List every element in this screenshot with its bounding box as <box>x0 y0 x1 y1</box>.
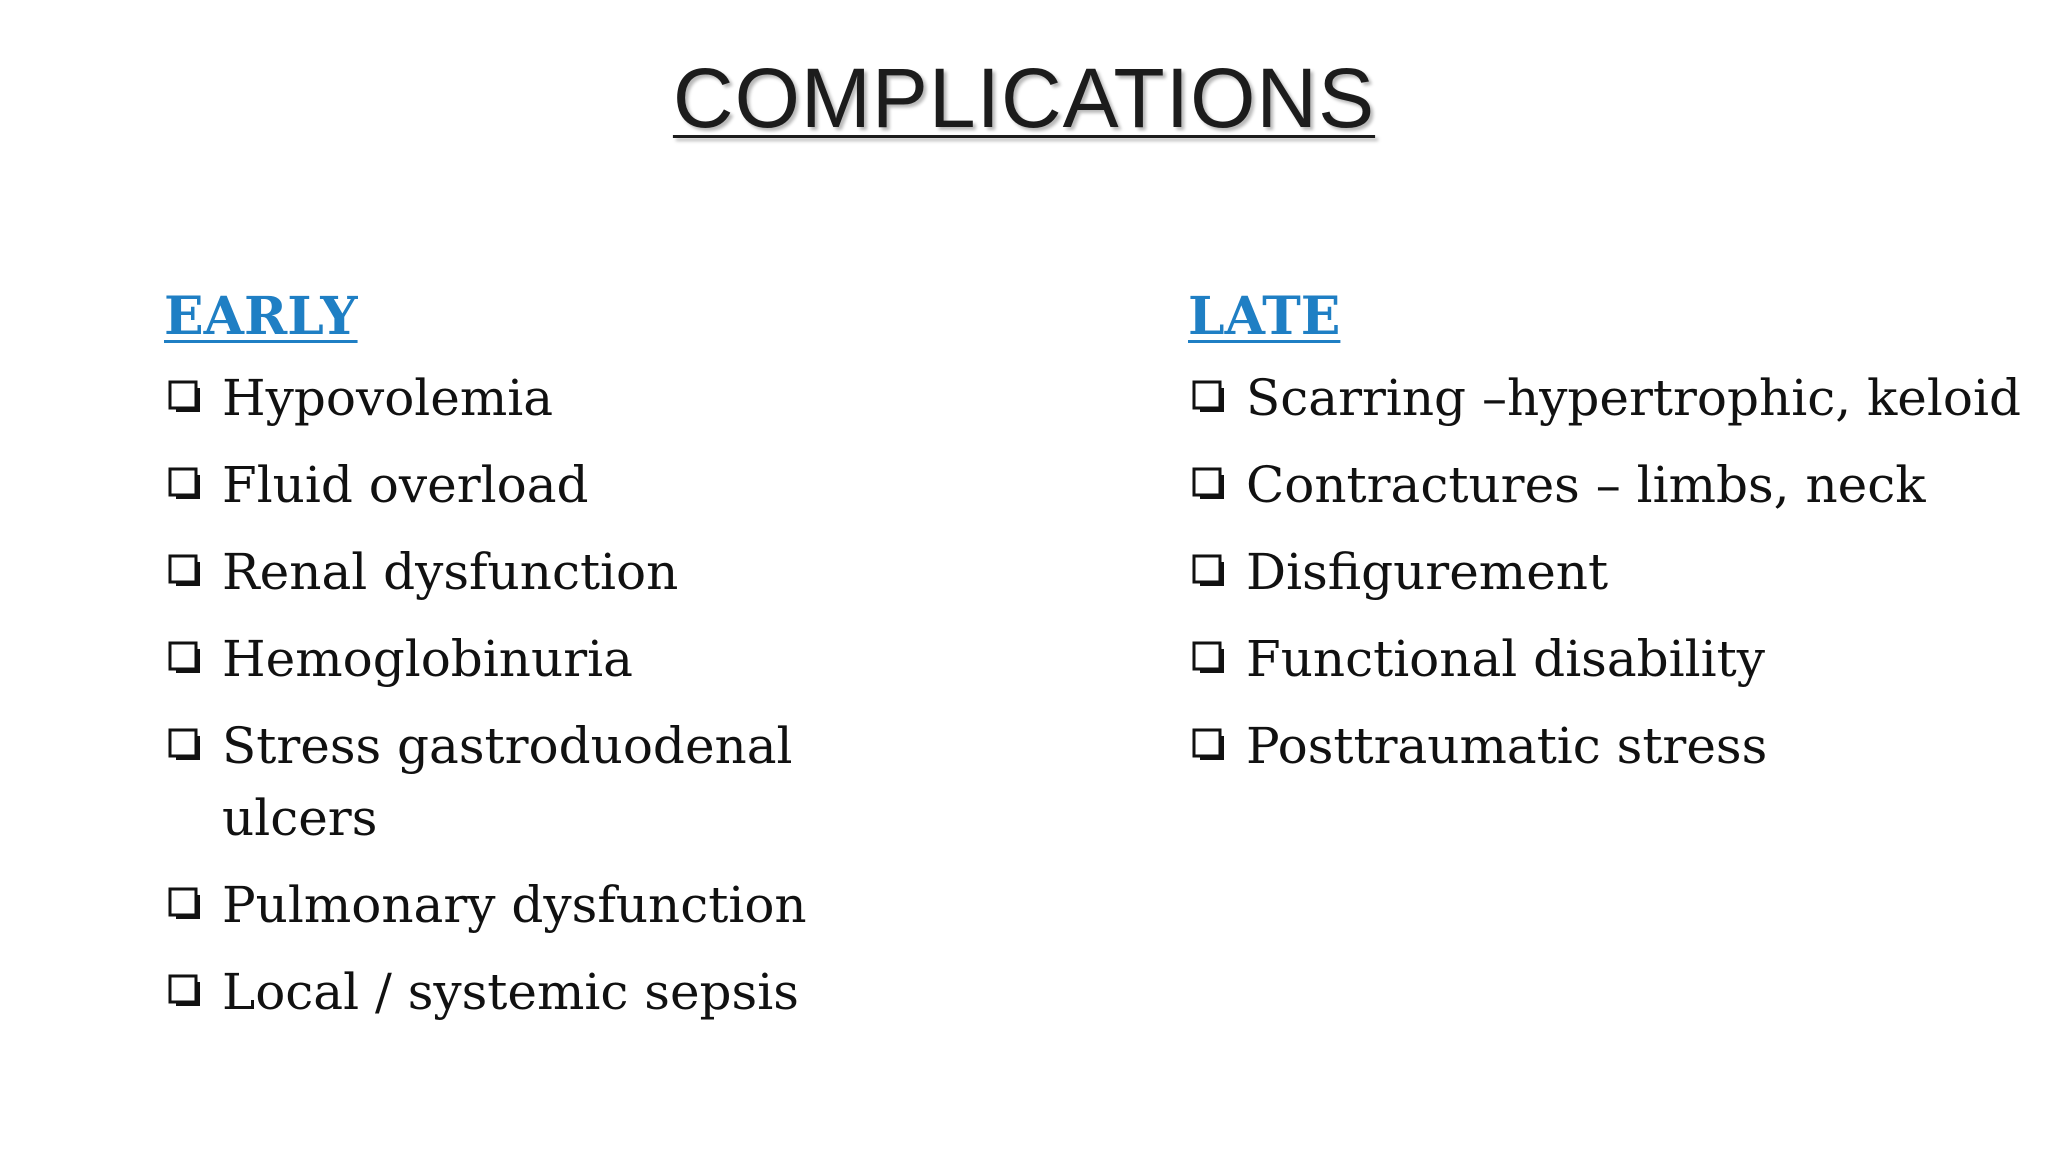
list-item <box>164 710 944 854</box>
checkbox-square-icon <box>1192 467 1226 501</box>
list-item <box>1188 710 2028 782</box>
checkbox-square-icon <box>168 887 202 921</box>
list-item <box>1188 536 2028 608</box>
checkbox-square-icon <box>1192 380 1226 414</box>
early-column <box>164 282 944 1043</box>
list-item <box>164 536 944 608</box>
early-list <box>164 362 944 1028</box>
list-item <box>164 623 944 695</box>
checkbox-square-icon <box>168 380 202 414</box>
list-item <box>164 449 944 521</box>
list-item <box>164 956 944 1028</box>
list-item <box>164 869 944 941</box>
late-item-text: Scarring –hypertrophic, keloid <box>1246 369 2021 427</box>
late-list <box>1188 362 2028 782</box>
early-item-text: Fluid overload <box>222 456 589 514</box>
checkbox-square-icon <box>1192 554 1226 588</box>
list-item <box>1188 362 2028 434</box>
late-item-text: Functional disability <box>1246 630 1765 688</box>
checkbox-square-icon <box>1192 641 1226 675</box>
list-item <box>1188 449 2028 521</box>
early-heading: EARLY <box>164 286 358 347</box>
early-item-text: Renal dysfunction <box>222 543 679 601</box>
checkbox-square-icon <box>168 554 202 588</box>
checkbox-square-icon <box>1192 728 1226 762</box>
early-item-text: Hemoglobinuria <box>222 630 633 688</box>
early-item-text: Local / systemic sepsis <box>222 963 799 1021</box>
late-item-text: Contractures – limbs, neck <box>1246 456 1926 514</box>
list-item <box>164 362 944 434</box>
list-item <box>1188 623 2028 695</box>
early-item-text: Pulmonary dysfunction <box>222 876 807 934</box>
late-item-text: Posttraumatic stress <box>1246 717 1768 775</box>
late-column <box>1188 282 2028 797</box>
checkbox-square-icon <box>168 467 202 501</box>
late-heading: LATE <box>1188 286 1341 347</box>
early-item-text: Hypovolemia <box>222 369 554 427</box>
early-item-text: Stress gastroduodenal ulcers <box>222 717 793 847</box>
slide-title: COMPLICATIONS <box>672 51 1376 145</box>
checkbox-square-icon <box>168 974 202 1008</box>
checkbox-square-icon <box>168 728 202 762</box>
checkbox-square-icon <box>168 641 202 675</box>
late-item-text: Disfigurement <box>1246 543 1609 601</box>
